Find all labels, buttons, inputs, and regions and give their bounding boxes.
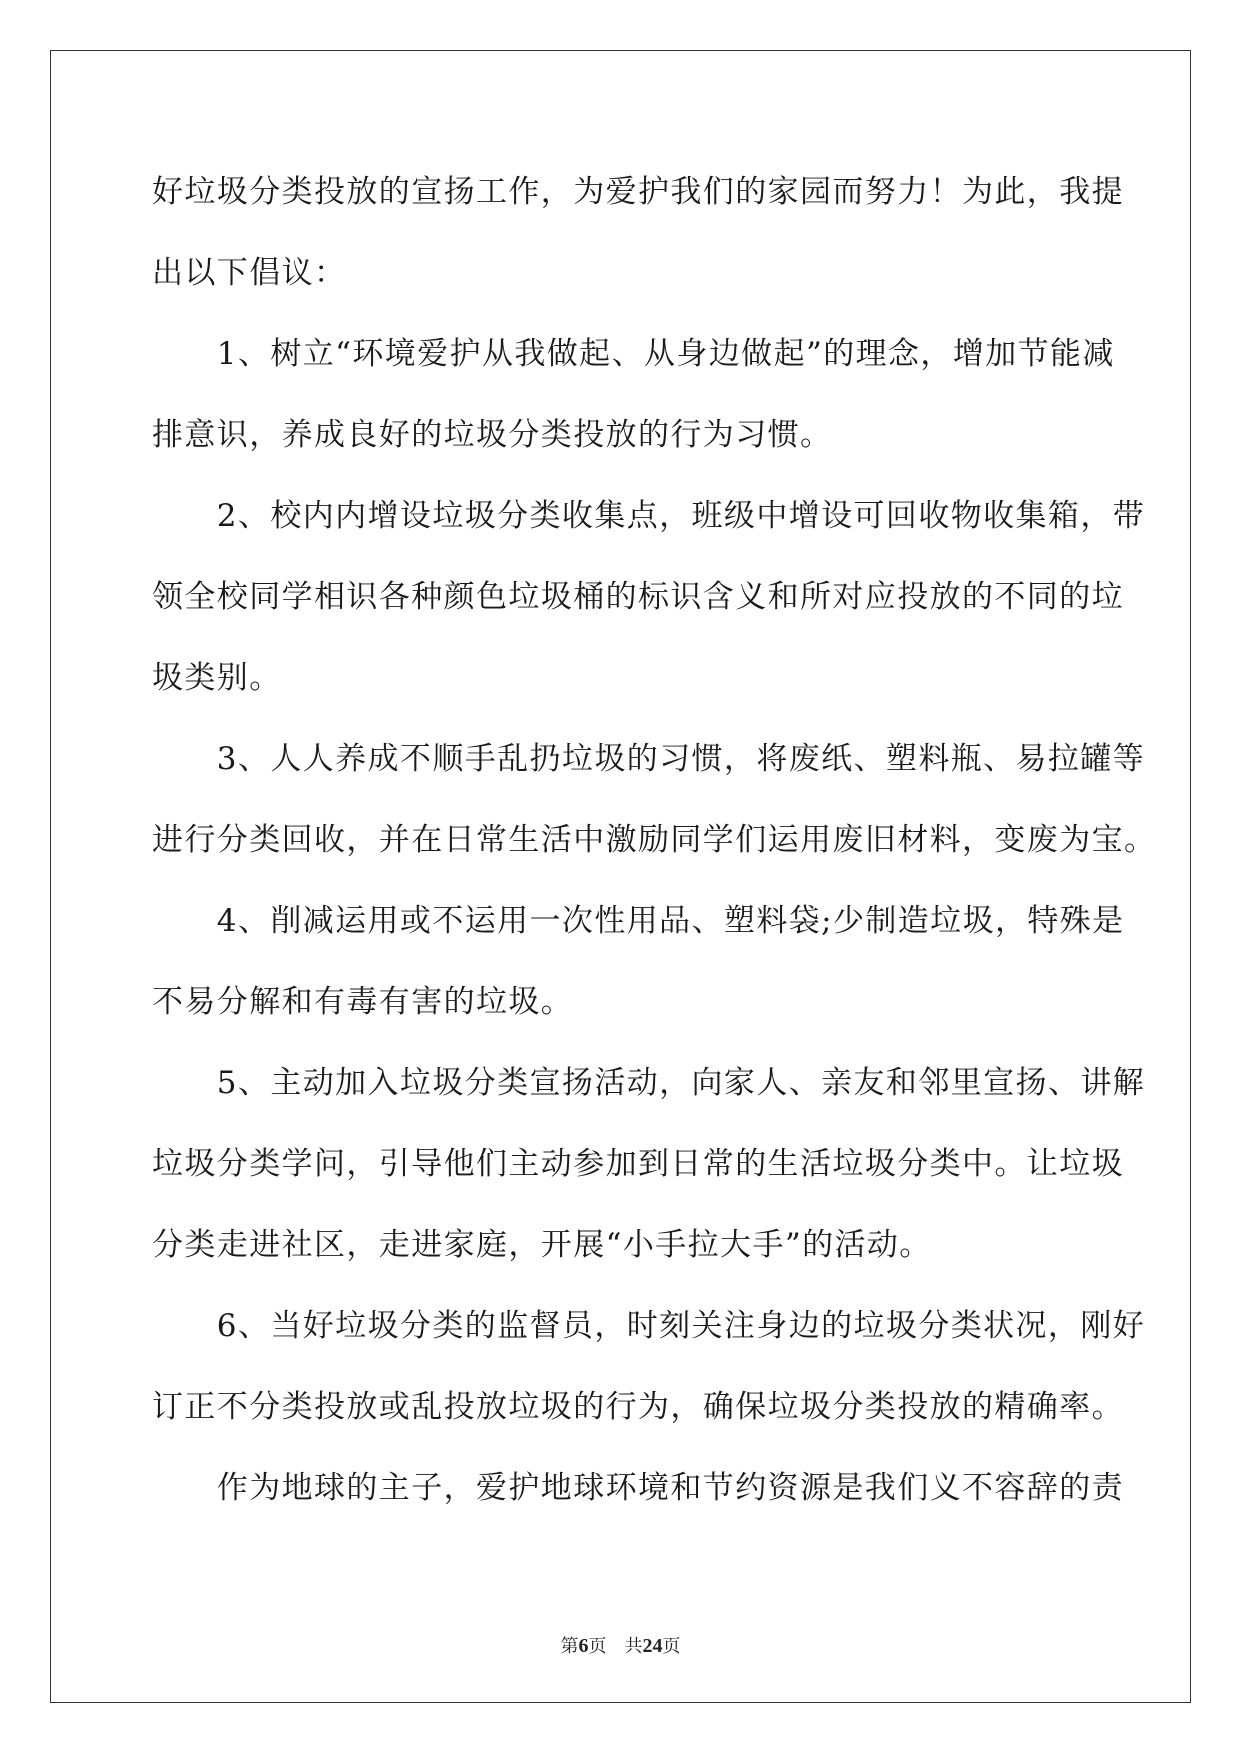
text-line: 6、当好垃圾分类的监督员，时刻关注身边的垃圾分类状况，刚好 <box>152 1308 1146 1344</box>
text-line: 排意识，养成良好的垃圾分类投放的行为习惯。 <box>152 417 833 453</box>
page-prefix: 第 <box>560 1636 579 1656</box>
text-line: 2、校内内增设垃圾分类收集点，班级中增设可回收物收集箱，带 <box>152 498 1146 534</box>
text-line: 进行分类回收，并在日常生活中激励同学们运用废旧材料，变废为宝。 <box>152 822 1157 858</box>
document-body <box>152 162 1157 1539</box>
text-line: 3、人人养成不顺手乱扔垃圾的习惯，将废纸、塑料瓶、易拉罐等 <box>152 741 1146 777</box>
text-line: 不易分解和有毒有害的垃圾。 <box>152 984 574 1020</box>
text-line: 订正不分类投放或乱投放垃圾的行为，确保垃圾分类投放的精确率。 <box>152 1389 1124 1425</box>
text-line: 5、主动加入垃圾分类宣扬活动，向家人、亲友和邻里宣扬、讲解 <box>152 1065 1146 1101</box>
text-line: 4、削减运用或不运用一次性用品、塑料袋;少制造垃圾，特殊是 <box>152 903 1125 939</box>
total-prefix: 共 <box>624 1636 643 1656</box>
page-suffix: 页 <box>588 1636 607 1656</box>
page-footer <box>0 1632 1241 1658</box>
page-number: 6 <box>578 1635 589 1657</box>
text-line: 出以下倡议： <box>152 255 347 291</box>
text-line: 作为地球的主子，爱护地球环境和节约资源是我们义不容辞的责 <box>152 1470 1124 1506</box>
total-pages: 24 <box>642 1635 663 1657</box>
text-line: 圾类别。 <box>152 660 282 696</box>
text-line: 领全校同学相识各种颜色垃圾桶的标识含义和所对应投放的不同的垃 <box>152 579 1124 615</box>
text-line: 分类走进社区，走进家庭，开展“小手拉大手”的活动。 <box>152 1227 932 1263</box>
total-suffix: 页 <box>662 1636 681 1656</box>
text-line: 1、树立“环境爱护从我做起、从身边做起”的理念，增加节能减 <box>152 336 1115 372</box>
text-line: 好垃圾分类投放的宣扬工作，为爱护我们的家园而努力！为此，我提 <box>152 174 1124 210</box>
text-line: 垃圾分类学问，引导他们主动参加到日常的生活垃圾分类中。让垃圾 <box>152 1146 1124 1182</box>
